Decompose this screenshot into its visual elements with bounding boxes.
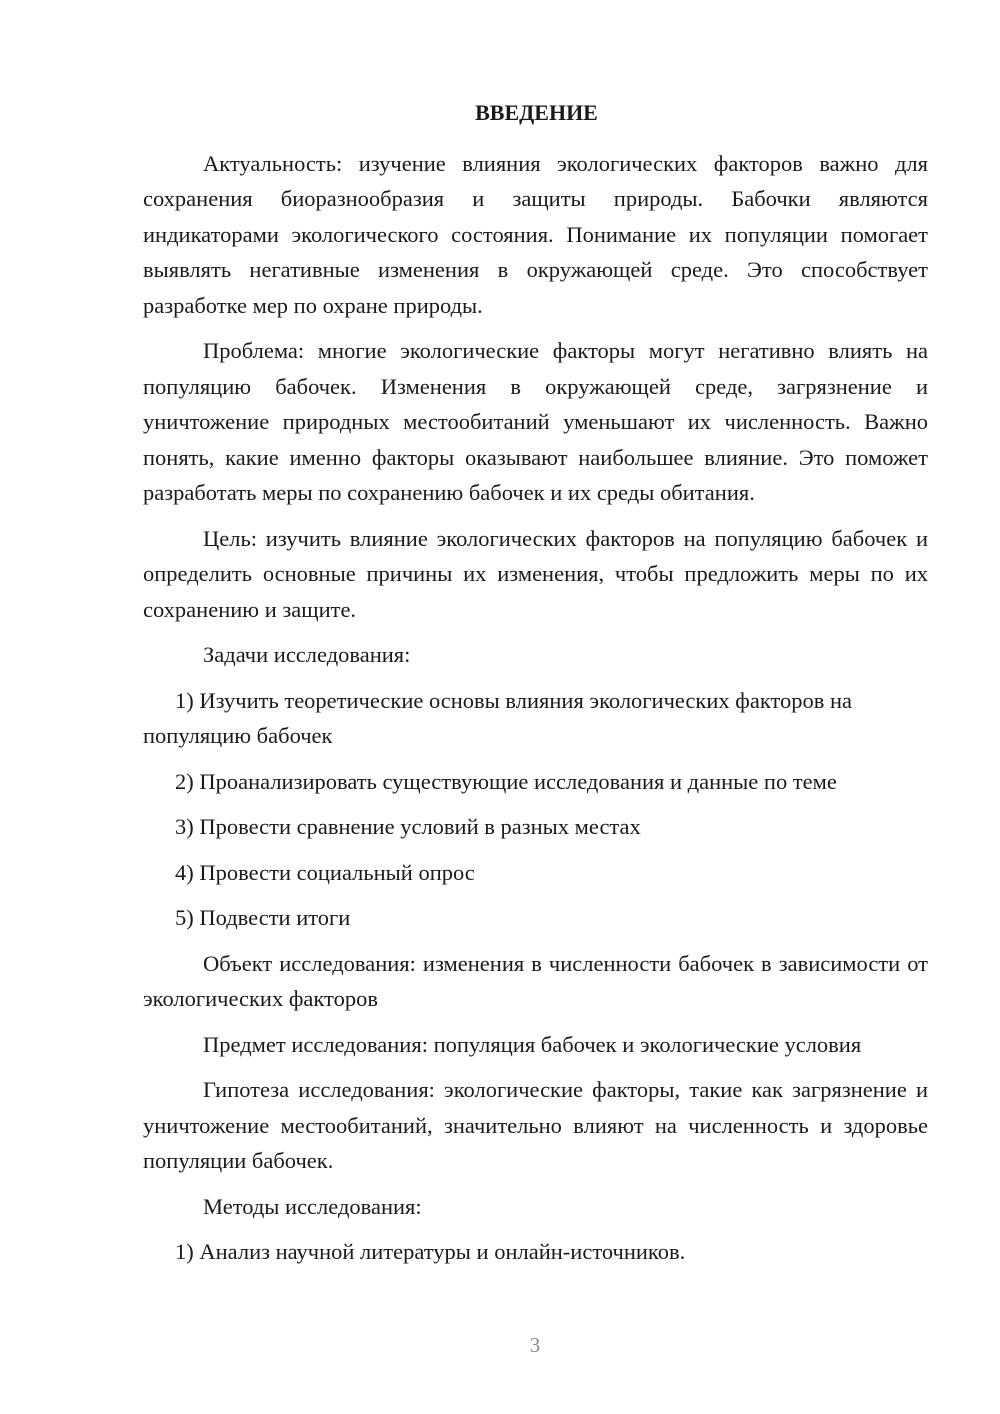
goal-paragraph: Цель: изучить влияние экологических факторов на популяцию бабочек и определить основные причины их изменения, чтобы предложить меры по их сохранению и защите.: [143, 525, 928, 622]
methods-heading: Методы исследования:: [203, 1193, 422, 1219]
task-item: 5) Подвести итоги: [175, 905, 351, 930]
method-item: 1) Анализ научной литературы и онлайн-источников.: [175, 1239, 686, 1264]
document-page: [143, 95, 928, 1280]
problem-paragraph: Проблема: многие экологические факторы могут негативно влиять на популяцию бабочек. Изменения в окружающей среде, загрязнение и уничтожение природных местообитаний уменьшают их численность. Важно понять, какие именно факторы оказывают наибольшее влияние. Это поможет разработать меры по сохранению бабочек и их среды обитания.: [143, 338, 928, 505]
task-item: 3) Провести сравнение условий в разных местах: [175, 814, 641, 839]
relevance-paragraph: Актуальность: изучение влияния экологических факторов важно для сохранения биоразнообразия и защиты природы. Бабочки являются индикаторами экологического состояния. Понимание их популяции помогает выявлять негативные изменения в окружающей среде. Это способствует разработке мер по охране природы.: [143, 150, 928, 318]
tasks-list: [143, 683, 928, 936]
task-item: 4) Провести социальный опрос: [175, 859, 475, 885]
tasks-heading: Задачи исследования:: [203, 642, 411, 667]
page-number: 3: [529, 1333, 541, 1357]
task-item: 1) Изучить теоретические основы влияния экологических факторов на популяцию бабочек: [143, 687, 853, 748]
task-item: 2) Проанализировать существующие исследования и данные по теме: [175, 768, 837, 794]
object-paragraph: Объект исследования: изменения в численности бабочек в зависимости от экологических факторов: [143, 950, 928, 1011]
methods-list: [143, 1234, 928, 1270]
subject-paragraph: Предмет исследования: популяция бабочек и экологические условия: [203, 1031, 862, 1057]
hypothesis-paragraph: Гипотеза исследования: экологические факторы, такие как загрязнение и уничтожение местообитаний, значительно влияют на численность и здоровье популяции бабочек.: [143, 1077, 928, 1173]
section-title: ВВЕДЕНИЕ: [475, 100, 598, 125]
